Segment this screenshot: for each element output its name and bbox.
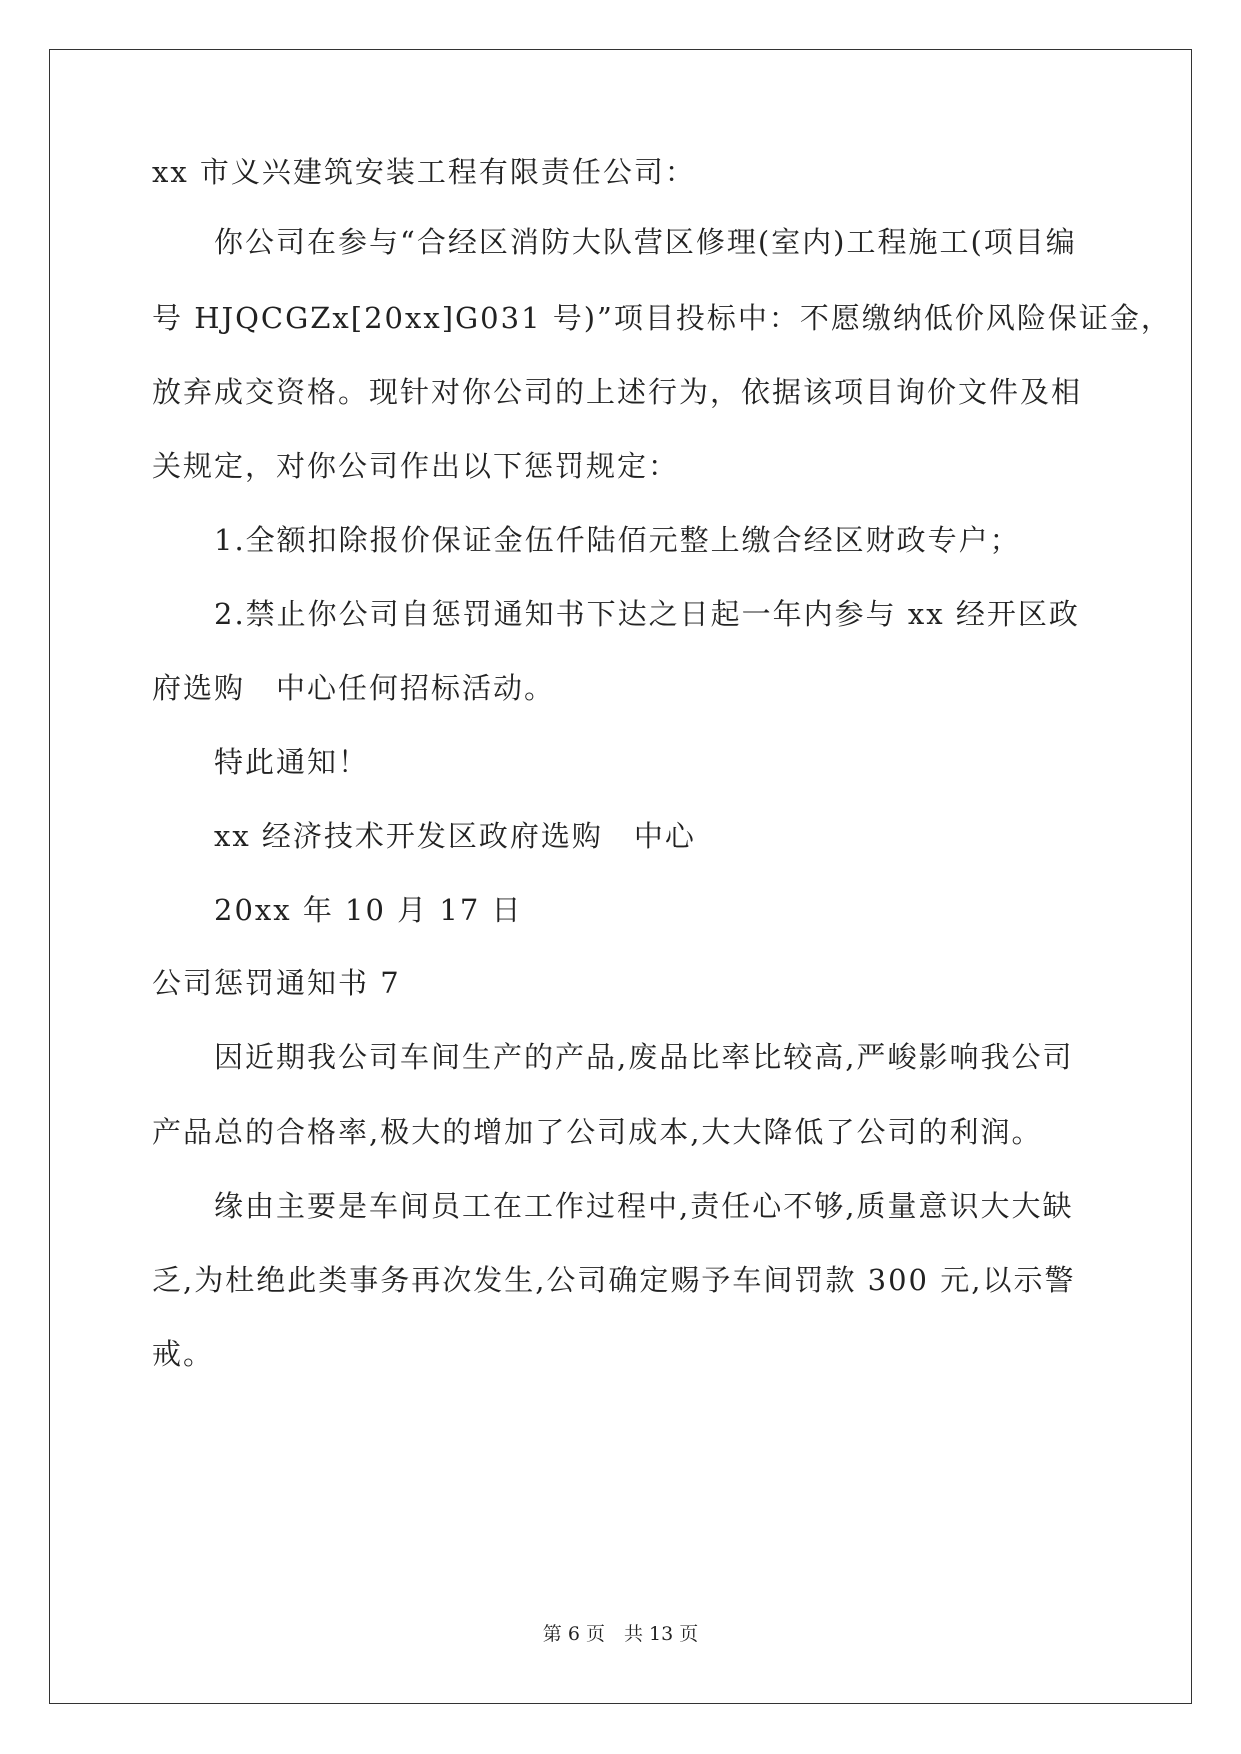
paragraph-line: 产品总的合格率,极大的增加了公司成本,大大降低了公司的利润。: [152, 1115, 1043, 1149]
paragraph-line: 你公司在参与“合经区消防大队营区修理(室内)工程施工(项目编: [214, 225, 1077, 259]
salutation: xx 市义兴建筑安装工程有限责任公司：: [152, 155, 696, 189]
page-number: 第 6 页 共 13 页: [542, 1623, 699, 1645]
date: 20xx 年 10 月 17 日: [214, 893, 523, 927]
paragraph-line: 因近期我公司车间生产的产品,废品比率比较高,严峻影响我公司: [214, 1040, 1074, 1074]
paragraph-line: 戒。: [152, 1337, 215, 1371]
paragraph-line: 放弃成交资格。现针对你公司的上述行为，依据该项目询价文件及相: [152, 375, 1083, 409]
paragraph-line: 号 HJQCGZx[20xx]G031 号)”项目投标中：不愿缴纳低价风险保证金，: [152, 301, 1172, 335]
paragraph-line: 缘由主要是车间员工在工作过程中,责任心不够,质量意识大大缺: [214, 1189, 1074, 1223]
paragraph-line: 关规定，对你公司作出以下惩罚规定：: [152, 449, 680, 483]
closing-remark: 特此通知！: [214, 745, 370, 779]
page-footer: [0, 1622, 1241, 1646]
penalty-item-2-line: 府选购 中心任何招标活动。: [152, 671, 556, 705]
signature: xx 经济技术开发区政府选购 中心: [214, 819, 696, 853]
penalty-item-1: 1.全额扣除报价保证金伍仟陆佰元整上缴合经区财政专户；: [214, 523, 1021, 557]
penalty-item-2-line: 2.禁止你公司自惩罚通知书下达之日起一年内参与 xx 经开区政: [214, 597, 1080, 631]
paragraph-line: 乏,为杜绝此类事务再次发生,公司确定赐予车间罚款 300 元,以示警: [152, 1263, 1076, 1297]
section-heading: 公司惩罚通知书 7: [152, 966, 401, 1000]
